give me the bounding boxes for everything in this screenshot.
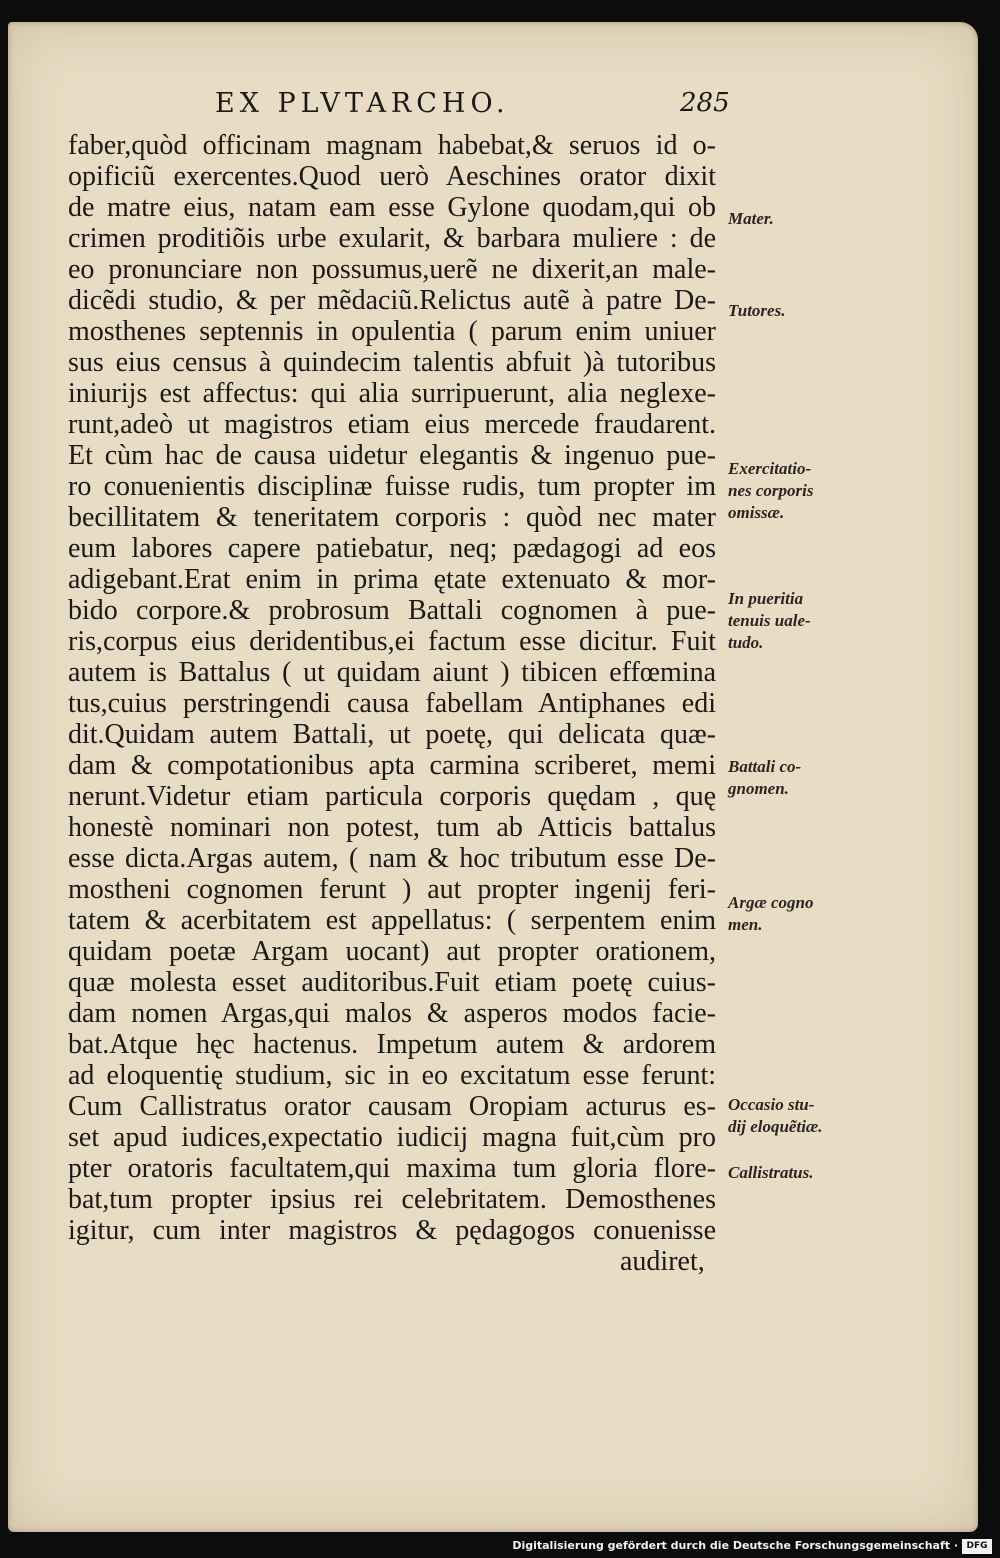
margin-note-line: Tutores. bbox=[728, 301, 786, 320]
text-line: opificiũ exercentes.Quod uerò Aeschines orator dixit bbox=[68, 161, 716, 192]
text-line: tatem & acerbitatem est appellatus: ( serpentem enim bbox=[68, 905, 716, 936]
text-line: pter oratoris facultatem,qui maxima tum gloria flore- bbox=[68, 1153, 716, 1184]
margin-note bbox=[728, 458, 813, 524]
text-line: becillitatem & teneritatem corporis : quòd nec mater bbox=[68, 502, 716, 533]
funding-credit: Digitalisierung gefördert durch die Deutsche Forschungsgemeinschaft · bbox=[512, 1539, 958, 1552]
margin-note bbox=[728, 208, 774, 230]
margin-note bbox=[728, 1162, 814, 1184]
text-line: esse dicta.Argas autem, ( nam & hoc tributum esse De- bbox=[68, 843, 716, 874]
text-line: sus eius census à quindecim talentis abfuit )à tutoribus bbox=[68, 347, 716, 378]
text-line: bido corpore.& probrosum Battali cognomen à pue- bbox=[68, 595, 716, 626]
margin-note bbox=[728, 588, 811, 654]
digitization-footer bbox=[0, 1536, 1000, 1558]
text-line: crimen proditiõis urbe exularit, & barbara muliere : de bbox=[68, 223, 716, 254]
margin-note-line: Exercitatio- bbox=[728, 459, 812, 478]
text-line: tus,cuius perstringendi causa fabellam Antiphanes edi bbox=[68, 688, 716, 719]
text-line: mostheni cognomen ferunt ) aut propter ingenij feri- bbox=[68, 874, 716, 905]
text-line: eum labores capere patiebatur, neq; pædagogi ad eos bbox=[68, 533, 716, 564]
margin-note-line: Argæ cogno bbox=[728, 893, 814, 912]
margin-note-line: nes corporis bbox=[728, 481, 814, 500]
text-line: adigebant.Erat enim in prima ętate extenuato & mor- bbox=[68, 564, 716, 595]
text-line: dicẽdi studio, & per mẽdaciũ.Relictus autẽ à patre De- bbox=[68, 285, 716, 316]
text-line: dam nomen Argas,qui malos & asperos modos facie- bbox=[68, 998, 716, 1029]
text-line: ris,corpus eius deridentibus,ei factum esse dicitur. Fuit bbox=[68, 626, 716, 657]
margin-note-line: gnomen. bbox=[728, 779, 789, 798]
margin-note bbox=[728, 1094, 822, 1138]
margin-note-line: omissæ. bbox=[728, 503, 785, 522]
margin-note-line: men. bbox=[728, 915, 763, 934]
margin-note-line: Occasio stu- bbox=[728, 1095, 815, 1114]
text-line: Et cùm hac de causa uidetur elegantis & ingenuo pue- bbox=[68, 440, 716, 471]
text-line: honestè nominari non potest, tum ab Atticis battalus bbox=[68, 812, 716, 843]
text-line: bat.Atque hęc hactenus. Impetum autem & ardorem bbox=[68, 1029, 716, 1060]
text-line: nerunt.Videtur etiam particula corporis quędam , quę bbox=[68, 781, 716, 812]
text-line: dit.Quidam autem Battali, ut poetę, qui delicata quæ- bbox=[68, 719, 716, 750]
margin-note bbox=[728, 756, 801, 800]
margin-note bbox=[728, 892, 813, 936]
running-head: EX PLVTARCHO. bbox=[215, 88, 510, 119]
text-line: faber,quòd officinam magnam habebat,& seruos id o- bbox=[68, 130, 716, 161]
page-number: 285 bbox=[680, 88, 730, 118]
text-line: iniurijs est affectus: qui alia surripuerunt, alia neglexe- bbox=[68, 378, 716, 409]
margin-note-line: In pueritia bbox=[728, 589, 804, 608]
text-line: set apud iudices,expectatio iudicij magna fuit,cùm pro bbox=[68, 1122, 716, 1153]
dfg-logo: DFG bbox=[962, 1539, 992, 1554]
text-line: de matre eius, natam eam esse Gylone quodam,qui ob bbox=[68, 192, 716, 223]
text-line: mosthenes septennis in opulentia ( parum enim uniuer bbox=[68, 316, 716, 347]
text-line: Cum Callistratus orator causam Oropiam acturus es- bbox=[68, 1091, 716, 1122]
text-line: runt,adeò ut magistros etiam eius mercede fraudarent. bbox=[68, 409, 716, 440]
margin-note-line: tudo. bbox=[728, 633, 764, 652]
text-line: bat,tum propter ipsius rei celebritatem. Demosthenes bbox=[68, 1184, 716, 1215]
margin-note-line: Mater. bbox=[728, 209, 774, 228]
margin-note-line: Battali co- bbox=[728, 757, 802, 776]
margin-note-line: tenuis uale- bbox=[728, 611, 811, 630]
catchword: audiret, bbox=[620, 1246, 705, 1277]
text-line: eo pronunciare non possumus,uerẽ ne dixerit,an male- bbox=[68, 254, 716, 285]
text-line: quæ molesta esset auditoribus.Fuit etiam poetę cuius- bbox=[68, 967, 716, 998]
margin-note-line: dij eloquẽtiæ. bbox=[728, 1117, 823, 1136]
text-line: autem is Battalus ( ut quidam aiunt ) tibicen effœmina bbox=[68, 657, 716, 688]
text-line: dam & compotationibus apta carmina scriberet, memi bbox=[68, 750, 716, 781]
text-line: quidam poetæ Argam uocant) aut propter orationem, bbox=[68, 936, 716, 967]
text-line: ro conuenientis disciplinæ fuisse rudis, tum propter im bbox=[68, 471, 716, 502]
margin-note-line: Callistratus. bbox=[728, 1163, 814, 1182]
margin-note bbox=[728, 300, 785, 322]
text-line: igitur, cum inter magistros & pędagogos conuenisse bbox=[68, 1215, 716, 1246]
text-line: ad eloquentię studium, sic in eo excitatum esse ferunt: bbox=[68, 1060, 716, 1091]
